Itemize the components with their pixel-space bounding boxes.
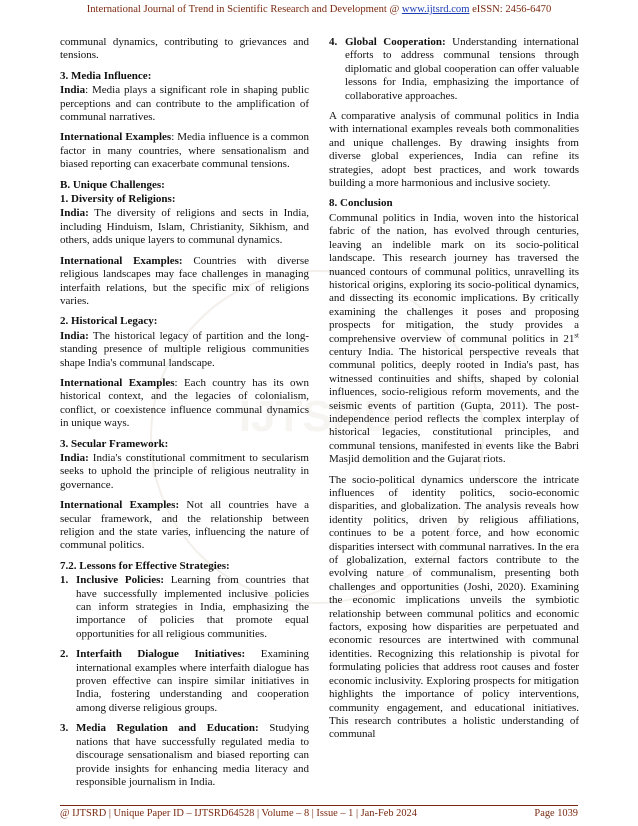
india-label: India: bbox=[60, 207, 89, 220]
paragraph-conclusion-1: Communal politics in India, woven into the historical fabric of the nation, has evolved through centuries, leaving an indelible mark on its socio-political landscape. This research journey has traversed the nuanced contours of communal politics, unravelling its historical origins, exploring its socio-political dynamics, and dissecting its economic implications. By critically examining the challenges it poses and proposing prospects for mitigation, the study provides a comprehensive overview of communal politics in 21st century India. The historical perspective reveals that communal politics, deeply rooted in India's past, has witnessed continuities and shifts, shaped by colonial influences, socio-religious reform movements, and the seismic events of partition (Gupta, 2011). The post-independence period reflects the complex interplay of historical legacies, constitutional principles, and communal tensions, manifested in events like the Babri Masjid demolition and the Gujarat riots. bbox=[329, 211, 579, 466]
list-item-body: Inclusive Policies: Learning from countries that have successfully implemented inclusive policies can inform strategies in India, emphasizing the importance of policies that promote equal opportunities for all religious communities. bbox=[76, 574, 309, 640]
subheading-historical-legacy: 2. Historical Legacy: bbox=[60, 315, 158, 328]
list-item-body: Global Cooperation: Understanding international efforts to address communal tensions through diplomatic and global cooperation can offer valuable lessons for India, emphasizing the importance of collaborative approaches. bbox=[345, 36, 579, 102]
list-item bbox=[329, 36, 579, 103]
paragraph-media-international: International Examples: Media influence is a common factor in many countries, where sensationalism and biased reporting can exacerbate communal tensions. bbox=[60, 131, 309, 171]
paragraph-historical-india: India: The historical legacy of partition and the long-standing presence of multiple religious communities shape India's communal landscape. bbox=[60, 329, 309, 369]
footer-page-number: Page 1039 bbox=[534, 808, 578, 819]
watermark-text: IJTSRD bbox=[238, 392, 396, 441]
list-item bbox=[60, 722, 309, 789]
paragraph-secular-india: India: India's constitutional commitment to secularism seeks to uphold the principle of religious neutrality in governance. bbox=[60, 451, 309, 491]
paragraph: communal dynamics, contributing to grievances and tensions. bbox=[60, 36, 309, 62]
paragraph-diversity-india: India: The diversity of religions and sects in India, including Hinduism, Islam, Christianity, Sikhism, and others, adds unique layers to communal dynamics. bbox=[60, 207, 309, 247]
header-journal-name: International Journal of Trend in Scientific Research and Development @ bbox=[86, 4, 402, 15]
section-heading-lessons: 7.2. Lessons for Effective Strategies: bbox=[60, 559, 230, 572]
subheading-secular-framework: 3. Secular Framework: bbox=[60, 437, 169, 450]
list-item-number: 4. bbox=[329, 36, 338, 48]
list-item-label: Interfaith Dialogue Initiatives: bbox=[76, 648, 246, 661]
section-heading-unique-challenges: B. Unique Challenges: bbox=[60, 178, 165, 191]
international-label: International Examples bbox=[60, 131, 172, 144]
paragraph-diversity-international: International Examples: Countries with diverse religious landscapes may face challenges in managing interfaith relations, but the specific mix of religions varies. bbox=[60, 254, 309, 307]
list-item-label: Inclusive Policies: bbox=[76, 574, 165, 587]
list-item bbox=[60, 648, 309, 715]
list-item-number: 2. bbox=[60, 648, 69, 661]
paragraph-historical-international: International Examples: Each country has its own historical context, and the legacies of colonialism, conflict, or coexistence influence communal dynamics in unique ways. bbox=[60, 376, 309, 430]
paragraph-media-india: India: Media plays a significant role in shaping public perceptions and can contribute to the amplification of communal narratives. bbox=[60, 84, 309, 124]
list-item-number: 3. bbox=[60, 722, 69, 735]
international-label: International Examples: bbox=[60, 499, 180, 512]
ordinal-suffix: st bbox=[574, 330, 579, 339]
section-heading-conclusion: 8. Conclusion bbox=[329, 197, 393, 210]
left-column bbox=[60, 36, 309, 796]
header-website-link[interactable]: www.ijtsrd.com bbox=[401, 4, 470, 15]
section-heading-media-influence: 3. Media Influence: bbox=[60, 69, 152, 82]
paragraph-comparative-analysis: A comparative analysis of communal politics in India with international examples reveals both commonalities and unique challenges. By drawing insights from diverse global experiences, India can refine its strategies, adopt best practices, and work towards building a more harmonious and inclusive society. bbox=[329, 110, 579, 190]
paragraph-secular-international: International Examples: Not all countries have a secular framework, and the relationship between religion and the state varies, influencing the nature of communal politics. bbox=[60, 499, 309, 552]
india-label: India: bbox=[60, 329, 89, 342]
list-item-number: 1. bbox=[60, 574, 69, 587]
list-item bbox=[60, 574, 309, 641]
india-label: India: bbox=[60, 451, 89, 464]
paragraph-conclusion-2: The socio-political dynamics underscore the intricate influences of identity politics, socio-economic disparities, and globalization. The analysis reveals how identity politics, driven by religious affiliations, continues to be a potent force, and how economic disparities intersect with communal narratives. In the era of globalization, external factors contribute to the evolving nature of communalism, presenting both challenges and opportunities (Joshi, 2020). Examining the economic implications unveils the symbiotic relationship between communal politics and economic factors, exposing how disparities are perpetuated and economic resources are intertwined with communal identities. Recognizing this relationship is pivotal for formulating policies that address root causes and foster economic inclusivity. Exploring prospects for mitigation highlights the importance of policy interventions, community engagement, and educational initiatives. This research contributes a holistic understanding of communal bbox=[329, 473, 579, 741]
india-label: India bbox=[60, 84, 86, 97]
header-issn: eISSN: 2456-6470 bbox=[469, 4, 552, 15]
running-footer bbox=[60, 805, 578, 819]
international-label: International Examples: bbox=[60, 254, 183, 267]
international-label: International Examples bbox=[60, 376, 175, 389]
list-item-body: Interfaith Dialogue Initiatives: Examining international examples where interfaith dialogue has proven effective can inspire similar initiatives in India, fostering understanding and cooperation among diverse religious groups. bbox=[76, 648, 309, 714]
list-item-label: Global Cooperation: bbox=[345, 36, 446, 48]
list-item-body: Media Regulation and Education: Studying nations that have successfully regulated media to discourage sensationalism and biased reporting can provide insights for enhancing media literacy and responsible journalism in India. bbox=[76, 722, 310, 788]
list-item-label: Media Regulation and Education: bbox=[76, 722, 259, 735]
running-header bbox=[0, 4, 638, 15]
footer-paper-info: @ IJTSRD | Unique Paper ID – IJTSRD64528 | Volume – 8 | Issue – 1 | Jan-Feb 2024 bbox=[60, 808, 417, 819]
subheading-diversity-of-religions: 1. Diversity of Religions: bbox=[60, 193, 176, 206]
right-column bbox=[329, 36, 579, 742]
